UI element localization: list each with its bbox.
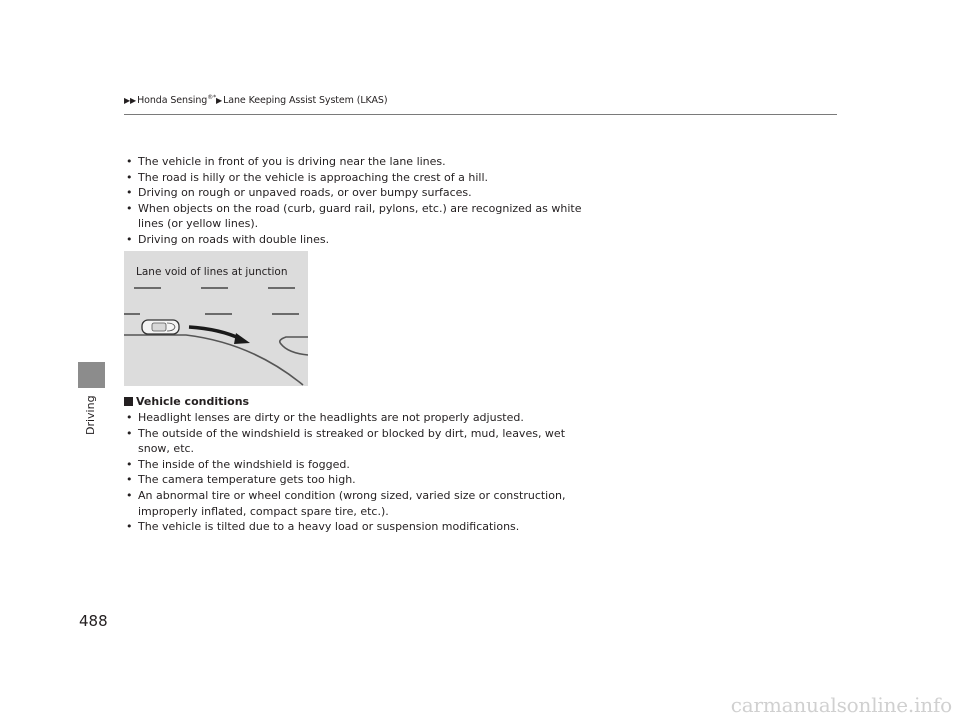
- lane-dash: [272, 313, 299, 315]
- side-road-edge: [280, 337, 308, 355]
- list-item: • The camera temperature gets too high.: [126, 472, 586, 488]
- section-heading-vehicle-conditions: [124, 395, 249, 408]
- list-item: • The road is hilly or the vehicle is approaching the crest of a hill.: [126, 170, 586, 186]
- list-item: • An abnormal tire or wheel condition (wrong sized, varied size or construction, improperly inflated, compact spare tire, etc.).: [126, 488, 586, 519]
- list-item: • The inside of the windshield is fogged.: [126, 457, 586, 473]
- lane-dash: [205, 313, 232, 315]
- conditions-list-bottom: [126, 410, 586, 535]
- lane-dash: [201, 287, 228, 289]
- breadcrumb-arrow-icon: ▶▶: [124, 96, 137, 105]
- list-item: • The vehicle is tilted due to a heavy load or suspension modifications.: [126, 519, 586, 535]
- list-item: • Driving on rough or unpaved roads, or over bumpy surfaces.: [126, 185, 586, 201]
- list-item: • Headlight lenses are dirty or the headlights are not properly adjusted.: [126, 410, 586, 426]
- lane-dash: [124, 313, 140, 315]
- figure-caption: Lane void of lines at junction: [136, 266, 288, 278]
- section-tab-marker: [78, 362, 105, 388]
- breadcrumb-item-honda-sensing[interactable]: Honda Sensing: [137, 95, 208, 106]
- list-item: • When objects on the road (curb, guard rail, pylons, etc.) are recognized as white lines (or yellow lines).: [126, 201, 586, 232]
- breadcrumb-item-lkas[interactable]: Lane Keeping Assist System (LKAS): [223, 95, 388, 106]
- header-divider: [124, 114, 837, 115]
- breadcrumb: [124, 94, 387, 106]
- junction-illustration: [124, 251, 308, 386]
- section-label-driving: Driving: [84, 395, 97, 435]
- list-item: • The vehicle in front of you is driving near the lane lines.: [126, 154, 586, 170]
- section-heading-text: Vehicle conditions: [136, 395, 250, 408]
- breadcrumb-arrow-icon: ▶: [216, 96, 223, 105]
- road-curb-line: [124, 335, 303, 385]
- conditions-list-top: [126, 154, 586, 248]
- watermark: carmanualsonline.info: [730, 693, 952, 717]
- page-number: 488: [79, 612, 108, 630]
- list-item: • The outside of the windshield is streaked or blocked by dirt, mud, leaves, wet snow, etc.: [126, 426, 586, 457]
- lane-dash: [134, 287, 161, 289]
- heading-square-icon: [124, 397, 133, 406]
- list-item: • Driving on roads with double lines.: [126, 232, 586, 248]
- breadcrumb-trademark-marks: ®*: [207, 94, 217, 101]
- lane-dash: [268, 287, 295, 289]
- vehicle-icon: [142, 320, 179, 334]
